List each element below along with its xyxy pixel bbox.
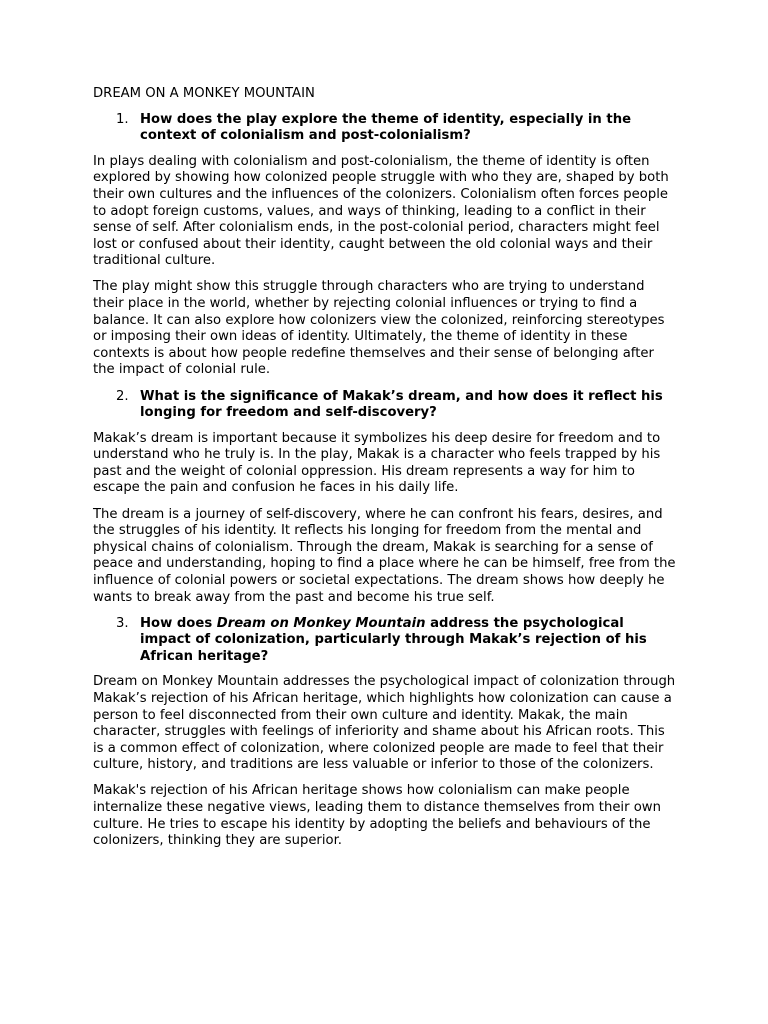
question-number: 2.: [116, 388, 129, 404]
paragraph: Makak's rejection of his African heritage shows how colonialism can make people internalize these negative views, leading them to distance themselves from their own culture. He tries to escape his identity by adopting the beliefs and behaviours of the colonizers, thinking they are superior.: [93, 783, 661, 849]
question-text: [140, 616, 678, 666]
question-number: 1.: [116, 111, 129, 127]
document-page: [93, 86, 678, 859]
question-text: What is the significance of Makak’s dream, and how does it reflect his longing for freedom and self-discovery?: [140, 388, 663, 421]
question-1: [93, 112, 678, 145]
question-text-end: address the psychological impact of colonization, particularly through Makak’s rejection of his African heritage?: [140, 615, 647, 664]
paragraph: Dream on Monkey Mountain addresses the psychological impact of colonization through Makak’s rejection of his African heritage, which highlights how colonization can cause a person to feel disconnected from their own culture and identity. Makak, the main character, struggles with feelings of inferiority and shame about his African roots. This is a common effect of colonization, where colonized people are made to feel that their culture, history, and traditions are less valuable or inferior to those of the colonizers.: [93, 674, 676, 773]
paragraph: The play might show this struggle through characters who are trying to understand their place in the world, whether by rejecting colonial influences or trying to find a balance. It can also explore how colonizers view the colonized, reinforcing stereotypes or imposing their own ideas of identity. Ultimately, the theme of identity in these contexts is about how people redefine themselves and their sense of belonging after the impact of colonial rule.: [93, 279, 665, 378]
question-number: 3.: [116, 615, 129, 631]
play-title-italic: Dream on Monkey Mountain: [216, 615, 426, 631]
question-text: How does the play explore the theme of identity, especially in the context of colonialism and post-colonialism?: [140, 111, 632, 144]
paragraph: Makak’s dream is important because it symbolizes his deep desire for freedom and to understand who he truly is. In the play, Makak is a character who feels trapped by his past and the weight of colonial oppression. His dream represents a way for him to escape the pain and confusion he faces in his daily life.: [93, 430, 661, 496]
question-3: [93, 616, 678, 666]
question-text-start: How does: [140, 615, 217, 631]
document-title: DREAM ON A MONKEY MOUNTAIN: [93, 86, 315, 101]
question-2: [93, 389, 678, 422]
paragraph: In plays dealing with colonialism and post-colonialism, the theme of identity is often explored by showing how colonized people struggle with who they are, shaped by both their own cultures and the influences of the colonizers. Colonialism often forces people to adopt foreign customs, values, and ways of thinking, leading to a conflict in their sense of self. After colonialism ends, in the post-colonial period, characters might feel lost or confused about their identity, caught between the old colonial ways and their traditional culture.: [93, 153, 669, 269]
paragraph: The dream is a journey of self-discovery, where he can confront his fears, desires, and the struggles of his identity. It reflects his longing for freedom from the mental and physical chains of colonialism. Through the dream, Makak is searching for a sense of peace and understanding, hoping to find a place where he can be himself, free from the influence of colonial powers or societal expectations. The dream shows how deeply he wants to break away from the past and become his true self.: [93, 506, 676, 605]
